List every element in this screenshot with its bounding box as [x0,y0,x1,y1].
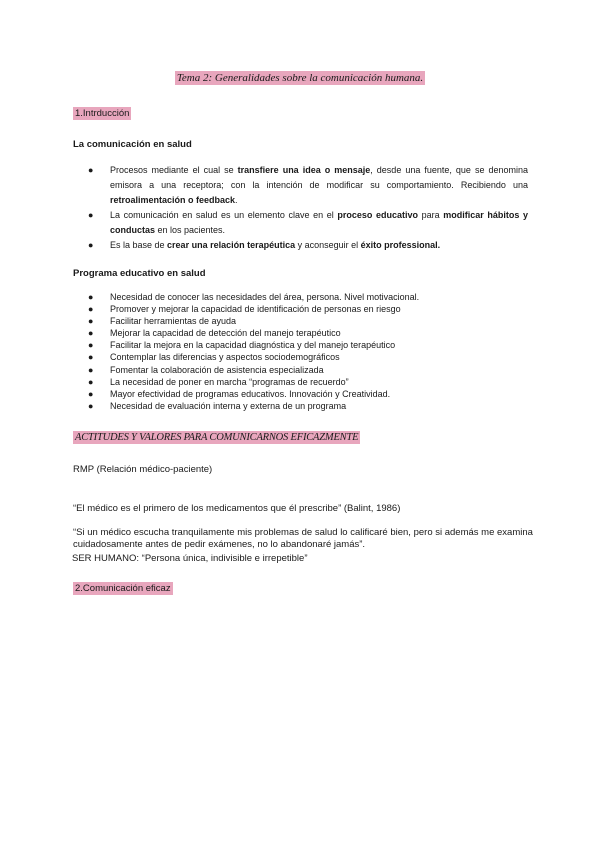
list-item [73,327,528,339]
document-title-text: Tema 2: Generalidades sobre la comunicación humana. [176,72,424,84]
bold-text: éxito professional. [360,240,441,250]
heading-actitudes-text: ACTITUDES Y VALORES PARA COMUNICARNOS EFICAZMENTE [75,432,359,443]
list-item [73,364,528,376]
list-item [73,315,528,327]
bold-text: modificar hábitos y conductas [110,210,529,235]
quote-medico: “Si un médico escucha tranquilamente mis problemas de salud lo calificaré bien, pero si además me examina cuidadosamente antes de pedir exámenes, no lo abandonaré jamás”. [73,527,533,550]
bullet-list-comunicacion-salud [73,163,528,253]
document-title [0,72,600,84]
bullet-dot-icon: ● [88,376,94,387]
list-item [73,339,528,351]
list-item [73,208,528,238]
list-item-text: Necesidad de conocer las necesidades del área, persona. Nivel motivacional. [110,292,420,302]
section-heading-text: 2.Comunicación eficaz [75,583,171,594]
heading-actitudes-valores [73,432,360,443]
list-item-text: Mayor efectividad de programas educativos. Innovación y Creatividad. [110,388,391,399]
list-item-text: Facilitar herramientas de ayuda [110,316,237,327]
bullet-dot-icon: ● [88,352,94,363]
text-run: para [417,210,444,220]
rmp-line: RMP (Relación médico-paciente) [73,464,213,475]
bullet-dot-icon: ● [88,304,94,315]
text-run: y aconseguir el [295,240,361,250]
list-item-text: Facilitar la mejora en la capacidad diagnóstica y del manejo terapéutico [110,340,396,351]
text-run: La comunicación en salud es un elemento clave en el [110,210,338,220]
text-run: en los pacientes. [155,225,226,235]
bold-text: crear una relación terapéutica [167,240,296,250]
bold-text: proceso educativo [337,210,418,220]
bold-text: retroalimentación o feedback [110,195,236,205]
list-item [73,400,528,412]
text-run: Procesos mediante el cual se [110,165,238,175]
bullet-list-programa-educativo [73,291,528,412]
subheading-comunicacion-salud: La comunicación en salud [73,139,192,150]
list-item [73,303,528,315]
list-item-text: La necesidad de poner en marcha “programas de recuerdo” [110,376,349,387]
bullet-dot-icon: ● [88,364,94,375]
text-run: Es la base de [110,240,168,250]
section-heading-introduccion [73,108,131,119]
bullet-dot-icon: ● [88,240,94,250]
list-item [73,238,528,253]
list-item [73,351,528,363]
subheading-programa-educativo: Programa educativo en salud [73,268,206,279]
list-item-text: Necesidad de evaluación interna y externa de un programa [110,400,347,411]
list-item-text: Fomentar la colaboración de asistencia especializada [110,364,324,375]
list-item [73,291,528,303]
text-run: , desde una fuente, que se denomina emisora a una receptora; con la intención de modificar su comportamiento. Recibiendo una [110,165,528,190]
bullet-dot-icon: ● [88,388,94,399]
bullet-dot-icon: ● [88,340,94,351]
section-heading-text: 1.Intrducción [75,108,130,119]
list-item-text: Mejorar la capacidad de detección del manejo terapéutico [110,328,341,339]
text-run: . [235,195,238,205]
bullet-dot-icon: ● [88,292,94,302]
bold-text: transfiere una idea o mensaje [237,165,371,175]
list-item-text: Contemplar las diferencias y aspectos sociodemográficos [110,352,340,363]
list-item [73,376,528,388]
bullet-dot-icon: ● [88,210,94,220]
bullet-dot-icon: ● [88,328,94,339]
bullet-dot-icon: ● [88,400,94,411]
bullet-dot-icon: ● [88,316,94,327]
quote-balint: “El médico es el primero de los medicamentos que él prescribe” (Balint, 1986) [73,503,401,514]
list-item [73,388,528,400]
list-item-text: Promover y mejorar la capacidad de identificación de personas en riesgo [110,304,401,315]
ser-humano-line: SER HUMANO: “Persona única, indivisible e irrepetible” [72,553,308,564]
list-item [73,163,528,208]
bullet-dot-icon: ● [88,165,94,175]
section-heading-comunicacion-eficaz [73,583,173,594]
